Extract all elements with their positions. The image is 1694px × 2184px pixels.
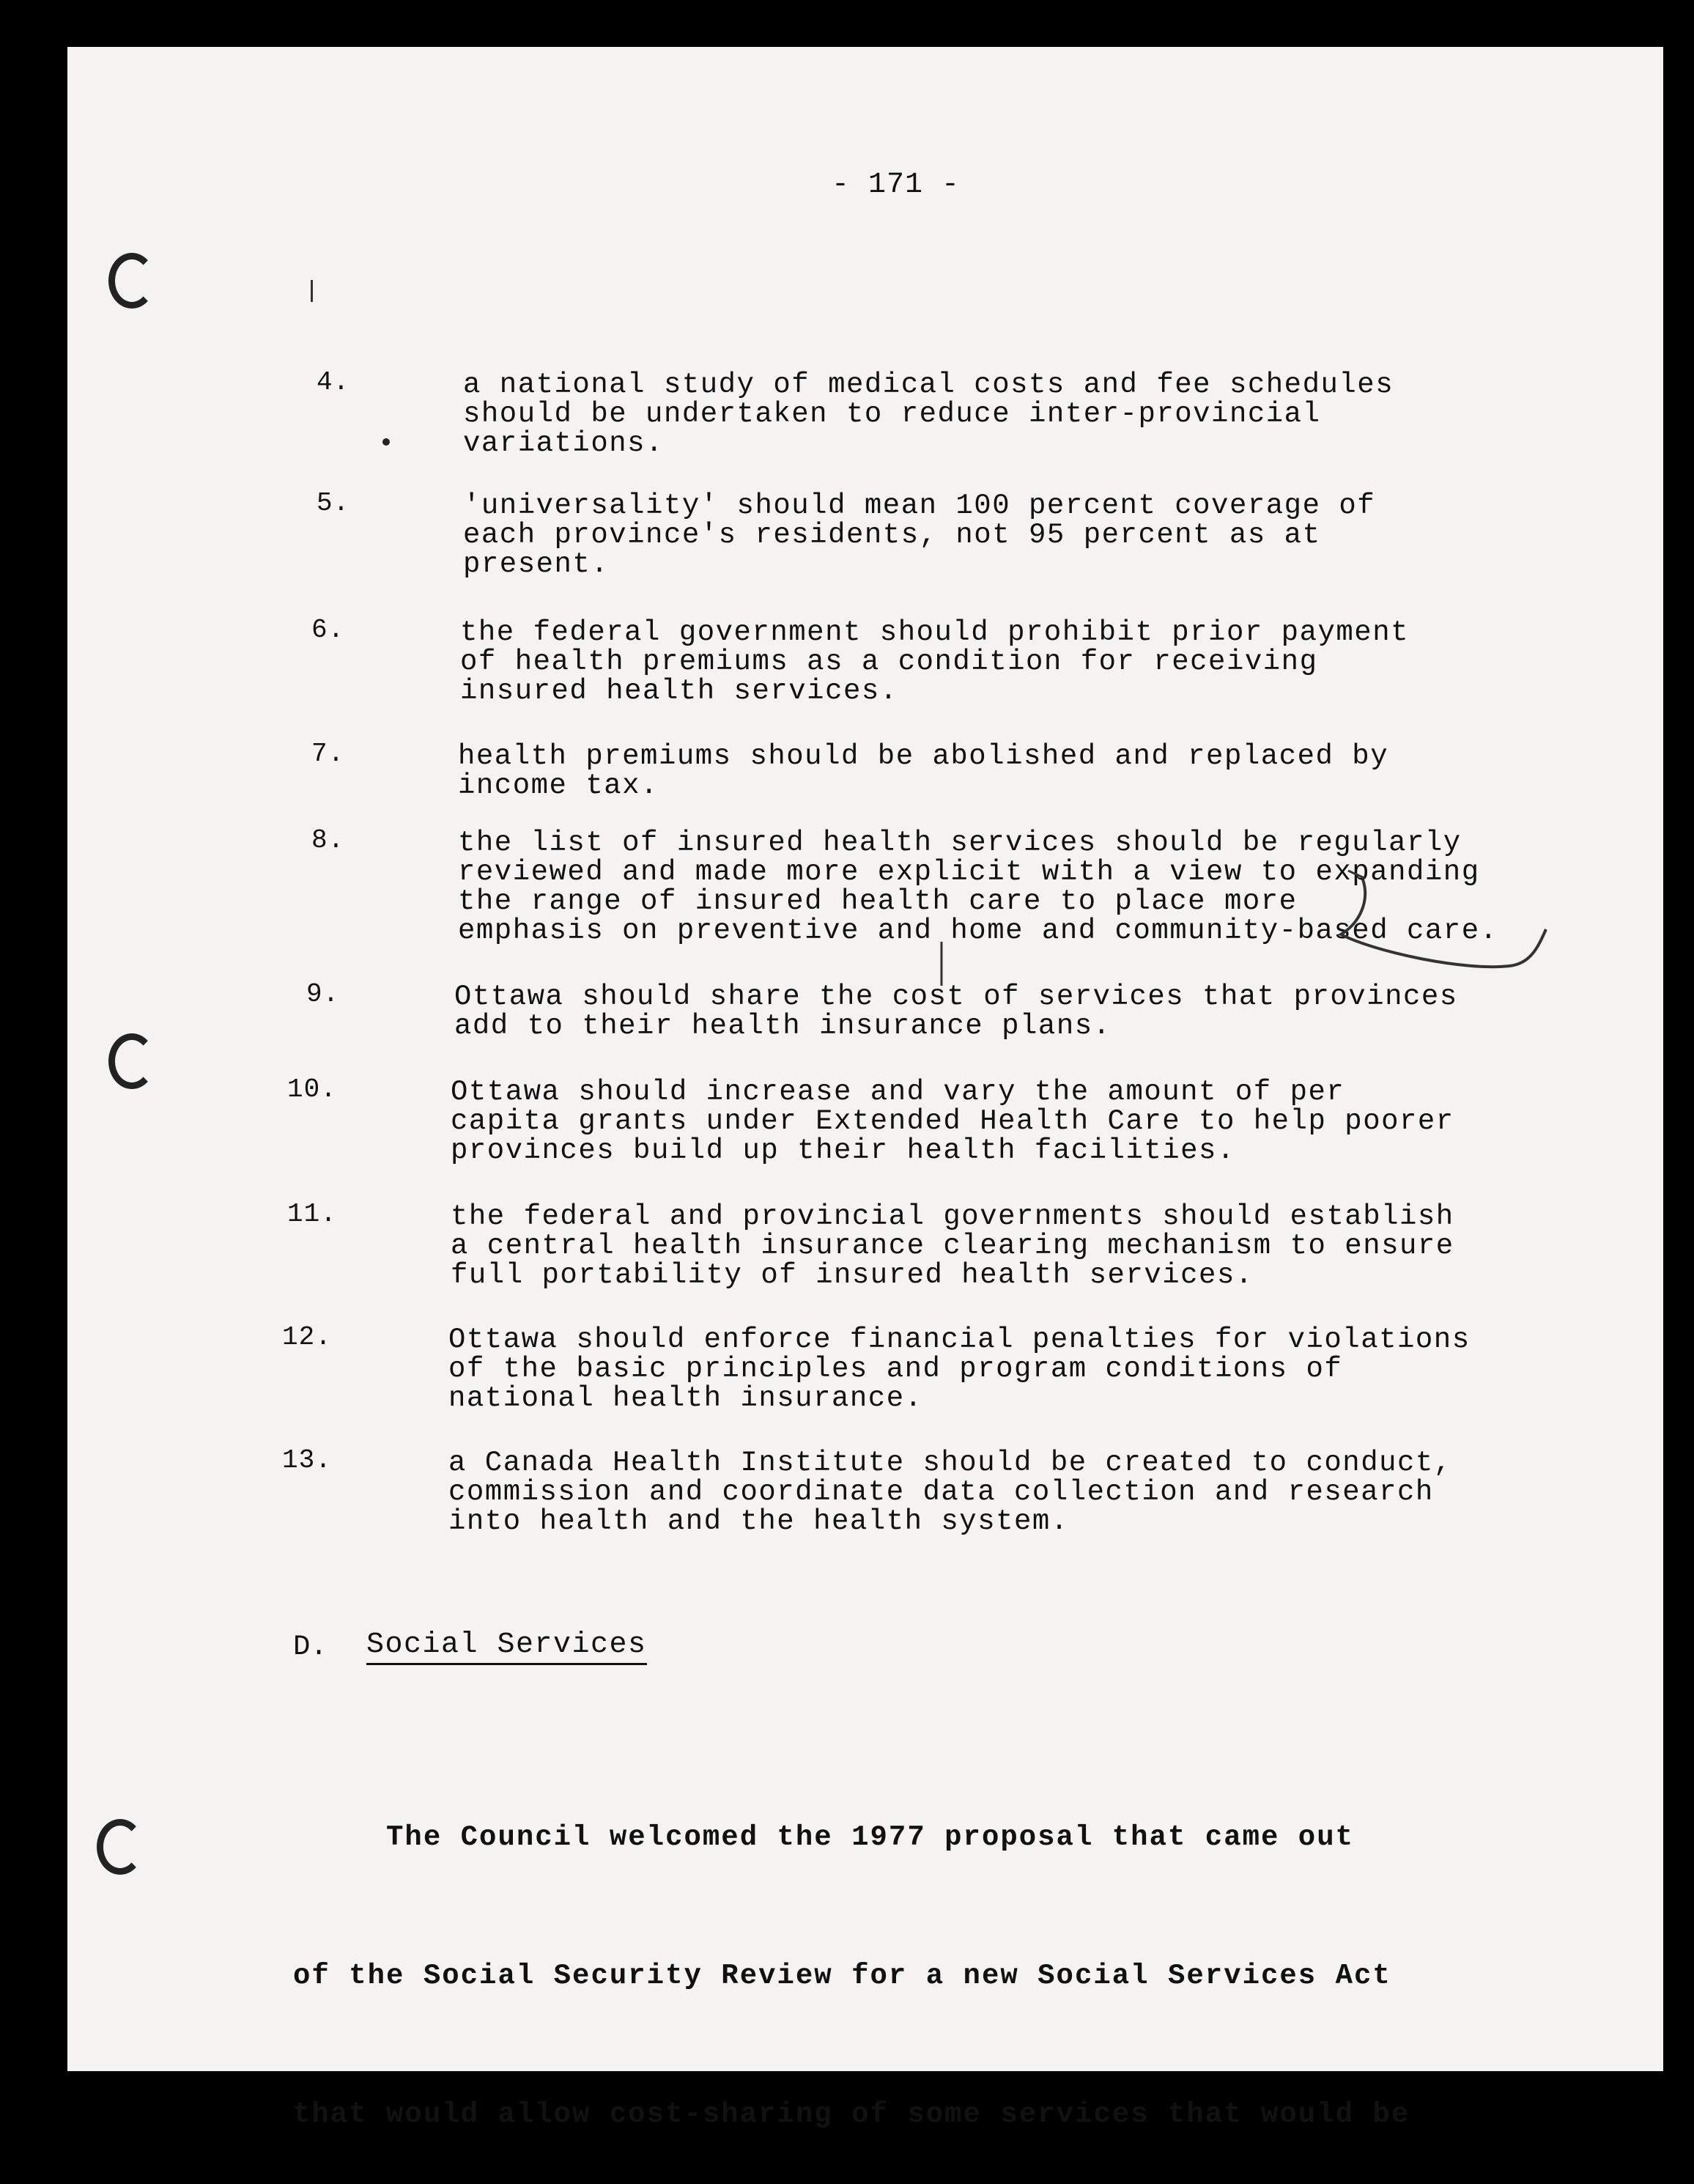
item-line: present. bbox=[463, 548, 610, 580]
item-line: insured health services. bbox=[460, 675, 898, 707]
paragraph-line: The Council welcomed the 1977 proposal that came out bbox=[293, 1821, 1355, 1853]
item-line: a Canada Health Institute should be created to conduct, bbox=[448, 1447, 1452, 1479]
item-line: capita grants under Extended Health Care to help poorer bbox=[451, 1105, 1454, 1137]
item-number: 6. bbox=[311, 615, 345, 645]
item-line: Ottawa should enforce financial penalties for violations bbox=[448, 1324, 1471, 1356]
item-line: each province's residents, not 95 percent as at bbox=[463, 519, 1321, 551]
item-line: should be undertaken to reduce inter-provincial bbox=[463, 398, 1321, 430]
item-line: provinces build up their health facilities. bbox=[451, 1135, 1235, 1167]
item-line: 'universality' should mean 100 percent coverage of bbox=[463, 490, 1376, 522]
item-line: full portability of insured health services. bbox=[451, 1259, 1254, 1291]
item-number: 7. bbox=[311, 739, 345, 769]
item-number: 9. bbox=[306, 979, 340, 1009]
item-line: into health and the health system. bbox=[448, 1505, 1069, 1538]
item-line: reviewed and made more explicit with a view to expanding bbox=[458, 856, 1480, 888]
section-title: Social Services bbox=[366, 1628, 647, 1665]
item-number: 4. bbox=[317, 367, 350, 397]
item-line: national health insurance. bbox=[448, 1382, 923, 1414]
item-line: Ottawa should share the cost of services that provinces bbox=[454, 981, 1458, 1013]
item-number: 11. bbox=[287, 1199, 337, 1229]
item-number: 5. bbox=[317, 488, 350, 518]
item-line: health premiums should be abolished and replaced by bbox=[458, 740, 1389, 772]
page-number: - 171 - bbox=[832, 169, 961, 202]
item-number: 8. bbox=[311, 825, 345, 855]
item-line: of the basic principles and program conditions of bbox=[448, 1353, 1343, 1385]
item-line: add to their health insurance plans. bbox=[454, 1010, 1112, 1042]
item-line: Ottawa should increase and vary the amount of per bbox=[451, 1076, 1345, 1108]
item-line: a central health insurance clearing mechanism to ensure bbox=[451, 1230, 1454, 1262]
item-line: the list of insured health services should be regularly bbox=[458, 827, 1462, 859]
item-line: the federal government should prohibit prior payment bbox=[460, 616, 1409, 649]
section-letter: D. bbox=[293, 1631, 328, 1663]
item-line: commission and coordinate data collection and research bbox=[448, 1476, 1434, 1508]
paragraph-line: that would allow cost-sharing of some services that would be bbox=[293, 2098, 1410, 2130]
item-number: 10. bbox=[287, 1074, 337, 1104]
item-line: a national study of medical costs and fee schedules bbox=[463, 369, 1394, 401]
item-line: variations. bbox=[463, 427, 664, 460]
item-line: the range of insured health care to place more bbox=[458, 885, 1298, 918]
item-number: 12. bbox=[282, 1322, 332, 1352]
paragraph-line: of the Social Security Review for a new Social Services Act bbox=[293, 1960, 1391, 1992]
item-line: income tax. bbox=[458, 770, 659, 802]
item-line: of health premiums as a condition for receiving bbox=[460, 646, 1318, 678]
item-line: emphasis on preventive and home and community-based care. bbox=[458, 915, 1498, 947]
item-number: 13. bbox=[282, 1445, 332, 1475]
item-line: the federal and provincial governments should establish bbox=[451, 1200, 1454, 1233]
